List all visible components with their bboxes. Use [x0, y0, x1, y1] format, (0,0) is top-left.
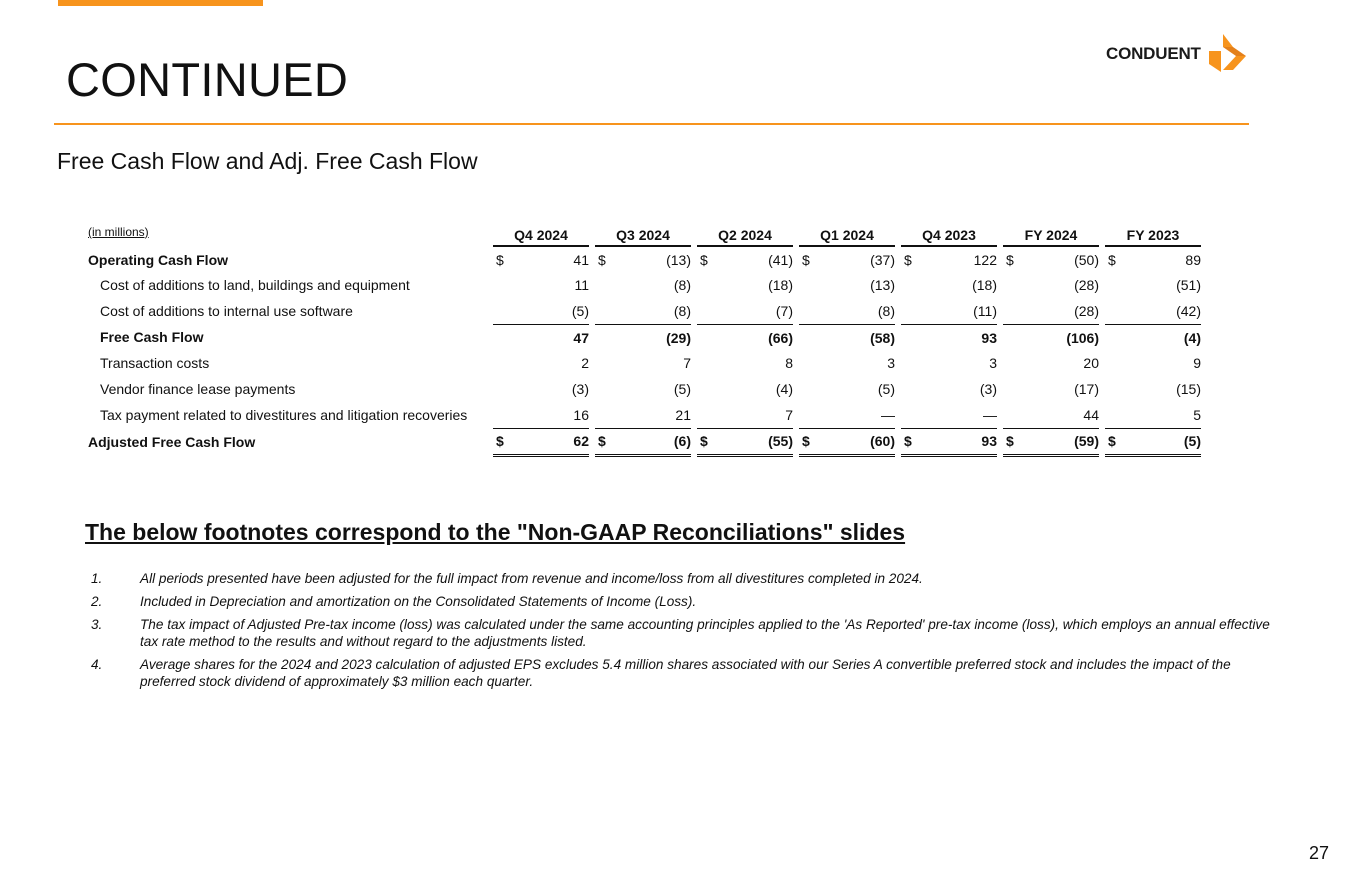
- column-header: Q2 2024: [697, 217, 793, 247]
- page-title: CONTINUED: [66, 53, 349, 106]
- footnote-text: Included in Depreciation and amortization on the Consolidated Statements of Income (Loss).: [140, 594, 697, 609]
- conduent-logo: [1106, 34, 1247, 74]
- cell-value: 7: [785, 406, 793, 423]
- cell-value: (5): [1132, 428, 1201, 458]
- currency-symbol: $: [802, 251, 810, 268]
- cell-value: (4): [1132, 324, 1201, 351]
- cell-value: (13): [666, 251, 691, 268]
- cell-value: 44: [1083, 406, 1099, 423]
- cell-value: 7: [683, 355, 691, 372]
- table-row: [84, 247, 1201, 273]
- cell-value: (11): [973, 302, 997, 319]
- footnote-item: [91, 656, 1281, 690]
- cell-value: (18): [972, 277, 997, 294]
- cell-value: (41): [768, 251, 793, 268]
- cell-value: 16: [573, 406, 589, 423]
- cell-value: (3): [979, 380, 997, 397]
- cell-value: 8: [785, 355, 793, 372]
- cell-value: 93: [928, 324, 997, 351]
- currency-symbol: $: [496, 251, 504, 268]
- currency-symbol: $: [1108, 251, 1116, 268]
- table-header-row: [84, 217, 1201, 247]
- column-header: Q4 2023: [901, 217, 997, 247]
- cell-value: (3): [571, 380, 589, 397]
- column-header: Q3 2024: [595, 217, 691, 247]
- units-label: (in millions): [88, 224, 149, 239]
- cell-value: 20: [1083, 355, 1099, 372]
- cell-value: (37): [870, 251, 895, 268]
- cell-value: (51): [1176, 277, 1201, 294]
- cell-value: (59): [1030, 428, 1099, 458]
- cell-value: (5): [571, 302, 589, 319]
- logo-wordmark: CONDUENT: [1106, 44, 1201, 63]
- cell-value: 41: [573, 251, 589, 268]
- top-accent-bar: [58, 0, 263, 6]
- currency-symbol: $: [1006, 251, 1014, 268]
- section-subtitle: Free Cash Flow and Adj. Free Cash Flow: [57, 148, 478, 174]
- cell-value: (66): [724, 324, 793, 351]
- cell-value: (60): [826, 428, 895, 458]
- currency-symbol: $: [595, 428, 622, 458]
- cell-value: (58): [826, 324, 895, 351]
- row-label: Operating Cash Flow: [88, 251, 229, 268]
- free-cash-flow-table: [84, 217, 1201, 457]
- currency-symbol: $: [799, 428, 826, 458]
- cell-value: (5): [673, 380, 691, 397]
- table-row: [84, 402, 1201, 428]
- column-header: FY 2024: [1003, 217, 1099, 247]
- cell-value: 3: [887, 355, 895, 372]
- cell-value: 11: [574, 277, 589, 294]
- currency-symbol: $: [1105, 428, 1132, 458]
- cell-value: 3: [989, 355, 997, 372]
- cell-value: (6): [622, 428, 691, 458]
- conduent-mark-icon: [1209, 34, 1247, 74]
- cell-value: (42): [1176, 302, 1201, 319]
- row-label: Free Cash Flow: [100, 329, 204, 346]
- footnotes-heading: The below footnotes correspond to the "Non-GAAP Reconciliations" slides: [85, 519, 906, 545]
- row-label: Cost of additions to land, buildings and equipment: [100, 277, 410, 294]
- footnote-number: 2.: [91, 594, 103, 609]
- cell-value: 93: [928, 428, 997, 458]
- cell-value: (28): [1074, 302, 1099, 319]
- column-header: FY 2023: [1105, 217, 1201, 247]
- column-header: Q1 2024: [799, 217, 895, 247]
- footnotes-list: [91, 570, 1281, 696]
- cell-value: 89: [1185, 251, 1201, 268]
- column-header: Q4 2024: [493, 217, 589, 247]
- cell-value: 21: [675, 406, 691, 423]
- footnote-number: 3.: [91, 617, 103, 632]
- cell-value: (29): [622, 324, 691, 351]
- currency-symbol: $: [697, 428, 724, 458]
- cell-value: —: [983, 406, 997, 423]
- cell-value: (50): [1074, 251, 1099, 268]
- row-label: Cost of additions to internal use software: [100, 302, 353, 319]
- cell-value: (8): [673, 302, 691, 319]
- table-row: [84, 272, 1201, 298]
- cell-value: 2: [581, 355, 589, 372]
- currency-symbol: $: [598, 251, 606, 268]
- cell-value: 9: [1193, 355, 1201, 372]
- row-label: Transaction costs: [100, 355, 210, 372]
- footnote-number: 1.: [91, 571, 103, 586]
- row-label: Adjusted Free Cash Flow: [88, 434, 256, 451]
- currency-symbol: $: [700, 251, 708, 268]
- cell-value: (28): [1074, 277, 1099, 294]
- cell-value: (7): [775, 302, 793, 319]
- page-number: 27: [1309, 843, 1330, 863]
- table-row: [84, 350, 1201, 376]
- table-row: [84, 376, 1201, 402]
- currency-symbol: $: [493, 428, 520, 458]
- cell-value: 47: [520, 324, 589, 351]
- cell-value: (4): [775, 380, 793, 397]
- cell-value: (8): [877, 302, 895, 319]
- currency-symbol: $: [901, 428, 928, 458]
- currency-symbol: $: [904, 251, 912, 268]
- cell-value: (18): [768, 277, 793, 294]
- cell-value: 5: [1193, 406, 1201, 423]
- row-label: Vendor finance lease payments: [100, 380, 296, 397]
- cell-value: 122: [973, 251, 997, 268]
- cell-value: (55): [724, 428, 793, 458]
- footnote-text: All periods presented have been adjusted for the full impact from revenue and income/loss from all divestitures completed in 2024.: [140, 571, 923, 586]
- cell-value: —: [881, 406, 895, 423]
- footnote-number: 4.: [91, 657, 103, 672]
- footnote-text: The tax impact of Adjusted Pre-tax income (loss) was calculated under the same accounting principles applied to the 'As Reported' pre-tax income (loss), which employs an annual effective tax rate method to the results and without regard to the adjustments listed.: [140, 617, 1270, 649]
- cell-value: (8): [673, 277, 691, 294]
- cell-value: 62: [520, 428, 589, 458]
- footnote-item: [91, 570, 1281, 587]
- table-row: [84, 428, 1201, 458]
- currency-symbol: $: [1003, 428, 1030, 458]
- table-row: [84, 298, 1201, 324]
- footnote-item: [91, 616, 1281, 650]
- table-row: [84, 324, 1201, 351]
- footnote-item: [91, 593, 1281, 610]
- row-label: Tax payment related to divestitures and litigation recoveries: [100, 406, 468, 423]
- cell-value: (13): [870, 277, 895, 294]
- cell-value: (17): [1074, 380, 1099, 397]
- cell-value: (106): [1030, 324, 1099, 351]
- cell-value: (5): [877, 380, 895, 397]
- title-divider: [54, 123, 1249, 125]
- cell-value: (15): [1176, 380, 1201, 397]
- footnote-text: Average shares for the 2024 and 2023 calculation of adjusted EPS excludes 5.4 million shares associated with our Series A convertible preferred stock and includes the impact of the preferred stock dividend of approximately $3 million each quarter.: [140, 657, 1231, 689]
